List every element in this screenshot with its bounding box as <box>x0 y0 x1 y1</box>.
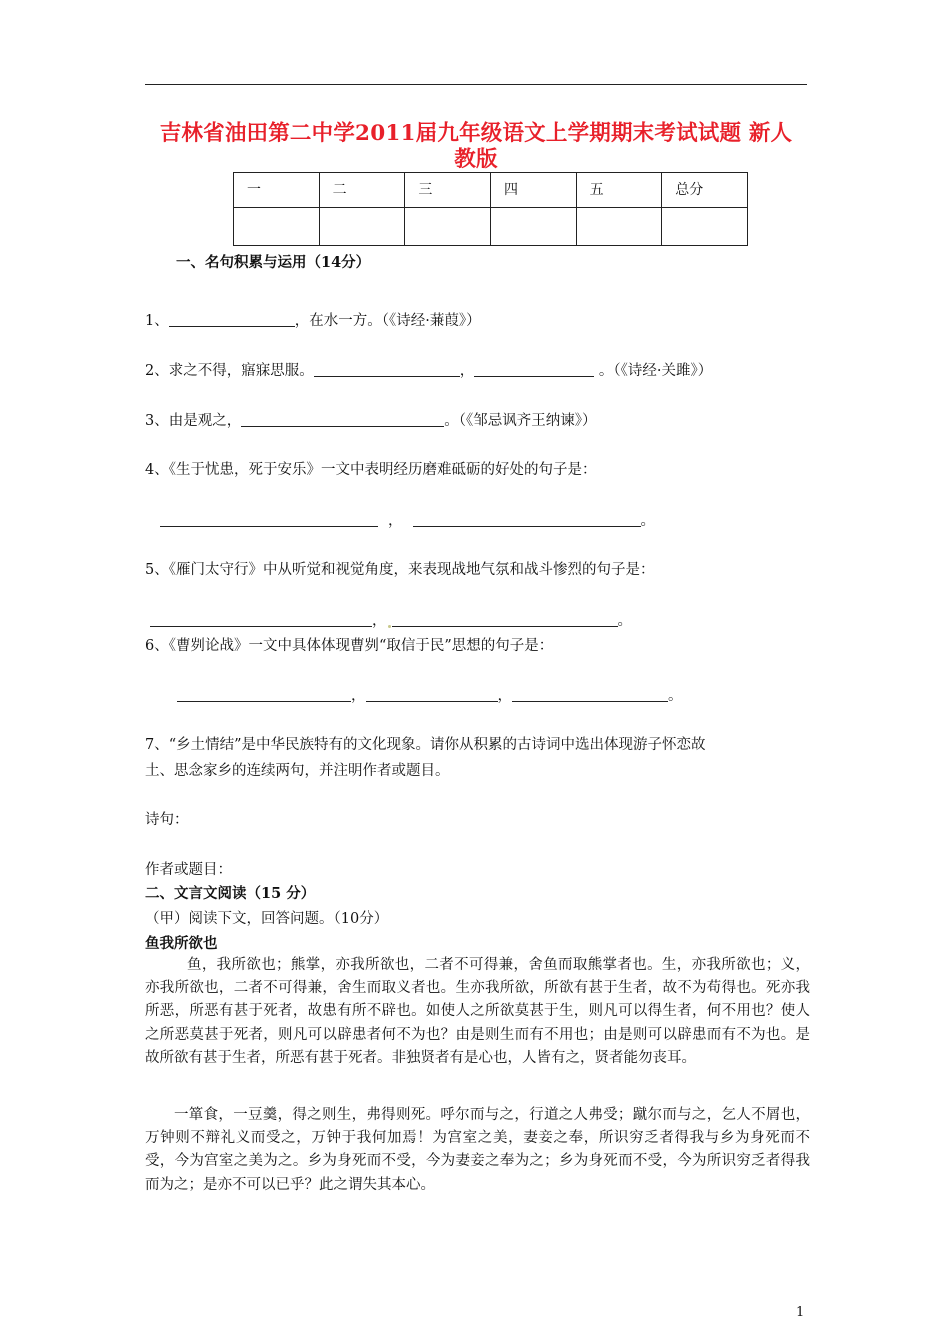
q5-answer-blank-1[interactable] <box>150 612 372 627</box>
page-number: 1 <box>796 1305 805 1320</box>
q5-separator: ， <box>372 613 387 629</box>
q3-answer-blank[interactable] <box>241 412 444 427</box>
score-cell[interactable] <box>576 208 662 246</box>
title-line-1: 吉林省油田第二中学2011届九年级语文上学期期末考试试题 新人 <box>159 121 793 146</box>
score-table <box>233 172 748 246</box>
question-7-line-2: 土、思念家乡的连续两句，并注明作者或题目。 <box>145 763 450 779</box>
score-header-cell: 三 <box>405 173 491 208</box>
score-cell[interactable] <box>405 208 491 246</box>
q2-answer-blank-1[interactable] <box>314 362 460 377</box>
q4-end: 。 <box>640 513 655 529</box>
q5-end: 。 <box>617 613 632 629</box>
section-1-title: 一、名句积累与运用（14分） <box>176 254 371 271</box>
score-header-cell: 四 <box>490 173 576 208</box>
q6-answer-blank-1[interactable] <box>177 687 351 702</box>
q4-answer-blank-2[interactable] <box>413 512 641 527</box>
question-2 <box>145 359 712 380</box>
q3-source: 。（《邹忌讽齐王纳谏》） <box>444 413 597 429</box>
q1-number: 1、 <box>145 313 169 329</box>
score-cell[interactable] <box>662 208 748 246</box>
score-header-cell: 一 <box>234 173 320 208</box>
question-3 <box>145 409 596 430</box>
q2-separator: ， <box>459 363 475 379</box>
q2-source: 。（《诗经·关雎》） <box>594 363 713 379</box>
q4-answer-line <box>160 509 655 530</box>
q4-separator: ， <box>388 513 403 529</box>
q6-answer-blank-2[interactable] <box>366 687 498 702</box>
score-cell[interactable] <box>490 208 576 246</box>
verse-label: 诗句： <box>145 812 189 828</box>
section-2-title: 二、文言文阅读（15 分） <box>145 885 316 902</box>
q1-text: ，在水一方。（《诗经·蒹葭》） <box>294 313 481 329</box>
q3-text: 3、由是观之， <box>145 413 242 429</box>
score-cell[interactable] <box>234 208 320 246</box>
q6-answer-blank-3[interactable] <box>512 687 668 702</box>
q2-text: 2、求之不得，寤寐思服。 <box>145 363 314 379</box>
title-line-2: 教版 <box>454 147 498 172</box>
question-6: 6、《曹刿论战》一文中具体体现曹刿“取信于民”思想的句子是： <box>145 638 554 654</box>
score-header-cell: 五 <box>576 173 662 208</box>
stray-mark <box>388 625 391 628</box>
q4-answer-blank-1[interactable] <box>160 512 378 527</box>
section-2-instruction: （甲）阅读下文，回答问题。（10分） <box>145 911 389 927</box>
q2-answer-blank-2[interactable] <box>474 362 594 377</box>
passage-title: 鱼我所欲也 <box>145 935 218 952</box>
question-5: 5、《雁门太守行》中从听觉和视觉角度，来表现战地气氛和战斗惨烈的句子是： <box>145 562 655 578</box>
header-rule <box>145 84 807 85</box>
document-title <box>140 121 812 173</box>
passage-paragraph-2: 一箪食，一豆羹，得之则生，弗得则死。呼尔而与之，行道之人弗受；蹴尔而与之，乞人不屑也，万钟则不辩礼义而受之，万钟于我何加焉！为宫室之美，妻妾之奉，所识穷乏者得我与乡为身死而不受，今为宫室之美为之。乡为身死而不受，今为妻妾之奉为之；乡为身死而不受，今为所识穷乏者得我而为之；是亦不可以已乎？此之谓失其本心。 <box>145 1107 810 1193</box>
q1-answer-blank[interactable] <box>169 312 295 327</box>
question-1 <box>145 309 481 330</box>
q5-answer-blank-2[interactable] <box>392 612 618 627</box>
question-4: 4、《生于忧患，死于安乐》一文中表明经历磨难砥砺的好处的句子是： <box>145 462 597 478</box>
author-label: 作者或题目： <box>145 862 232 878</box>
score-header-cell: 二 <box>319 173 405 208</box>
q6-answer-line <box>177 684 683 705</box>
q6-end: 。 <box>668 688 683 704</box>
score-table-header-row <box>234 173 748 208</box>
passage-paragraph-1: 鱼，我所欲也；熊掌，亦我所欲也，二者不可得兼，舍鱼而取熊掌者也。生，亦我所欲也；义，亦我所欲也，二者不可得兼，舍生而取义者也。生亦我所欲，所欲有甚于生者，故不为苟得也。死亦我所恶，所恶有甚于死者，故患有所不辟也。如使人之所欲莫甚于生，则凡可以得生者，何不用也？使人之所恶莫甚于死者，则凡可以辟患者何不为也？由是则生而有不用也；由是则可以辟患而有不为也。是故所欲有甚于生者，所恶有甚于死者。非独贤者有是心也，人皆有之，贤者能勿丧耳。 <box>145 957 810 1066</box>
question-7-line-1: 7、“乡土情结”是中华民族特有的文化现象。请你从积累的古诗词中选出体现游子怀恋故 <box>145 737 706 753</box>
q6-separator-2: ， <box>497 688 512 704</box>
score-table-blank-row <box>234 208 748 246</box>
score-cell[interactable] <box>319 208 405 246</box>
score-header-cell: 总分 <box>662 173 748 208</box>
q5-answer-line <box>150 609 632 630</box>
q6-separator-1: ， <box>351 688 366 704</box>
